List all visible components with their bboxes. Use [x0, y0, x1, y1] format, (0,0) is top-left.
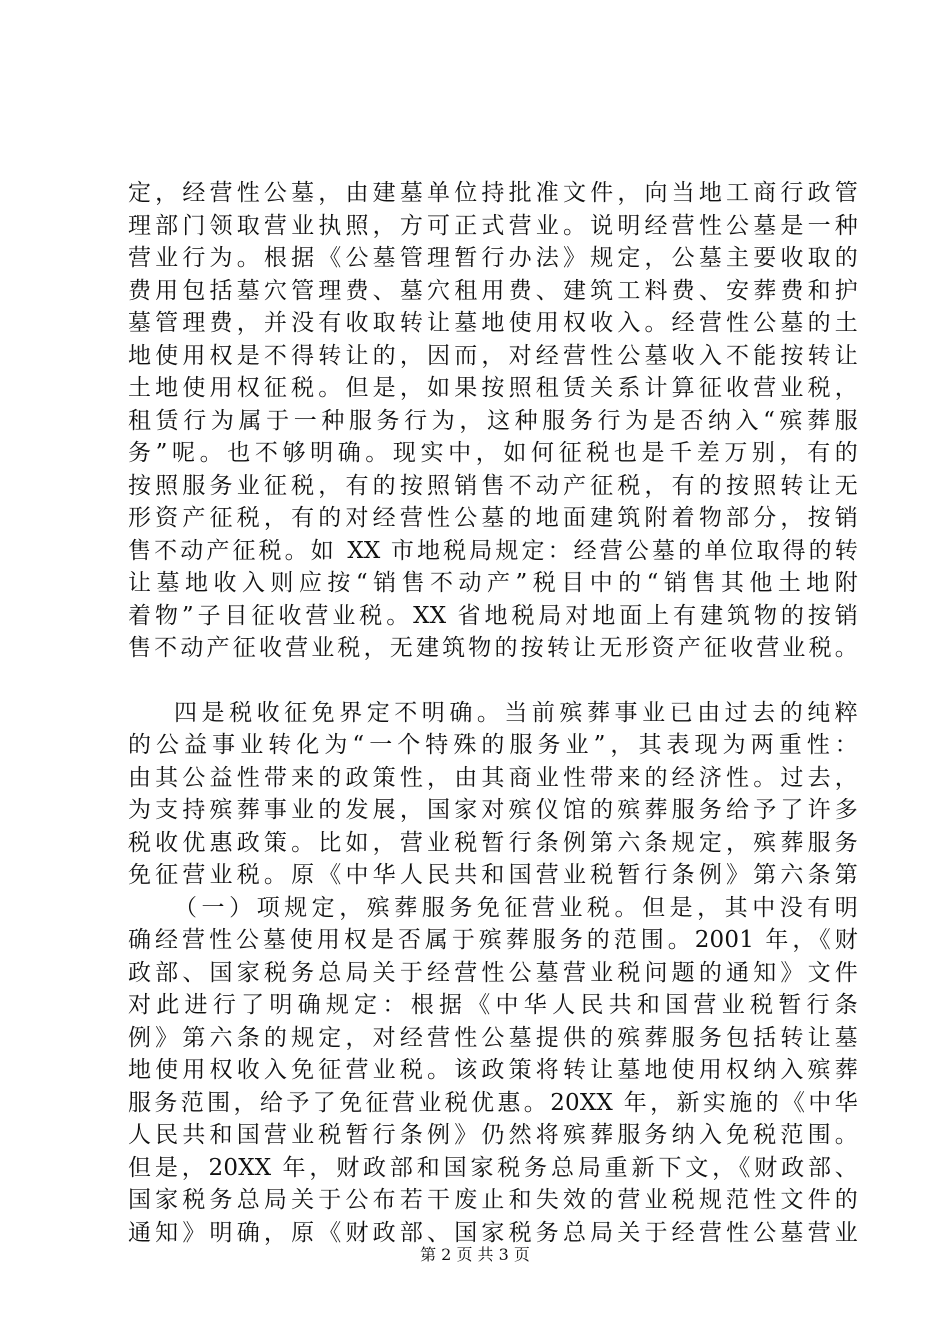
- text-line: 理部门领取营业执照，方可正式营业。说明经营性公墓是一种: [128, 212, 858, 239]
- paragraph-1: [128, 177, 858, 665]
- text-line: 政部、国家税务总局关于经营性公墓营业税问题的通知》文件: [128, 959, 858, 986]
- text-line: 通知》明确，原《财政部、国家税务总局关于经营性公墓营业: [128, 1219, 858, 1246]
- text-line: 四是税收征免界定不明确。当前殡葬事业已由过去的纯粹: [174, 699, 858, 726]
- text-line: 费用包括墓穴管理费、墓穴租用费、建筑工料费、安葬费和护: [128, 277, 858, 304]
- text-line: 形资产征税，有的对经营性公墓的地面建筑附着物部分，按销: [128, 505, 858, 531]
- text-line: 人民共和国营业税暂行条例》仍然将殡葬服务纳入免税范围。: [128, 1122, 858, 1148]
- paragraph-2: [128, 697, 858, 892]
- text-line: 确经营性公墓使用权是否属于殡葬服务的范围。2001 年，《财: [128, 927, 858, 953]
- text-line: 按照服务业征税，有的按照销售不动产征税，有的按照转让无: [128, 472, 858, 499]
- text-line: 让墓地收入则应按“销售不动产”税目中的“销售其他土地附: [128, 570, 858, 596]
- text-line: 免征营业税。原《中华人民共和国营业税暂行条例》第六条第: [128, 862, 858, 888]
- text-line: 对此进行了明确规定：根据《中华人民共和国营业税暂行条: [128, 992, 858, 1018]
- text-line: 的公益事业转化为“一个特殊的服务业”，其表现为两重性：: [128, 732, 858, 758]
- document-body: [128, 177, 858, 1249]
- paragraph-3: [128, 892, 858, 1250]
- text-line: 墓管理费，并没有收取转让墓地使用权收入。经营性公墓的土: [128, 310, 858, 336]
- text-line: 售不动产征税。如 XX 市地税局规定：经营公墓的单位取得的转: [128, 537, 858, 564]
- text-line: 国家税务总局关于公布若干废止和失效的营业税规范性文件的: [128, 1187, 858, 1213]
- text-line: 定，经营性公墓，由建墓单位持批准文件，向当地工商行政管: [128, 180, 858, 206]
- text-line: 税收优惠政策。比如，营业税暂行条例第六条规定，殡葬服务: [128, 829, 858, 856]
- paragraph-spacer: [128, 665, 858, 697]
- text-line: 土地使用权征税。但是，如果按照租赁关系计算征收营业税，: [128, 375, 858, 401]
- text-line: 着物”子目征收营业税。XX 省地税局对地面上有建筑物的按销: [128, 602, 858, 629]
- page-number-footer: 第 2 页 共 3 页: [420, 1245, 530, 1264]
- text-line: 租赁行为属于一种服务行为，这种服务行为是否纳入“殡葬服: [128, 407, 858, 434]
- text-line: 营业行为。根据《公墓管理暂行办法》规定，公墓主要收取的: [128, 245, 858, 271]
- text-line: 由其公益性带来的政策性，由其商业性带来的经济性。过去，: [128, 764, 858, 791]
- text-line: 售不动产征收营业税，无建筑物的按转让无形资产征收营业税。: [128, 635, 858, 661]
- text-line: 地使用权是不得转让的，因而，对经营性公墓收入不能按转让: [128, 342, 858, 369]
- text-line: 服务范围，给予了免征营业税优惠。20XX 年，新实施的《中华: [128, 1089, 858, 1116]
- text-line: 例》第六条的规定，对经营性公墓提供的殡葬服务包括转让墓: [128, 1024, 858, 1051]
- text-line: 为支持殡葬事业的发展，国家对殡仪馆的殡葬服务给予了许多: [128, 797, 858, 823]
- text-line: 但是，20XX 年，财政部和国家税务总局重新下文，《财政部、: [128, 1154, 858, 1181]
- text-line: 务”呢。也不够明确。现实中，如何征税也是千差万别，有的: [128, 440, 858, 466]
- text-line: 地使用权收入免征营业税。该政策将转让墓地使用权纳入殡葬: [128, 1057, 858, 1083]
- text-line: （一）项规定，殡葬服务免征营业税。但是，其中没有明: [174, 894, 858, 921]
